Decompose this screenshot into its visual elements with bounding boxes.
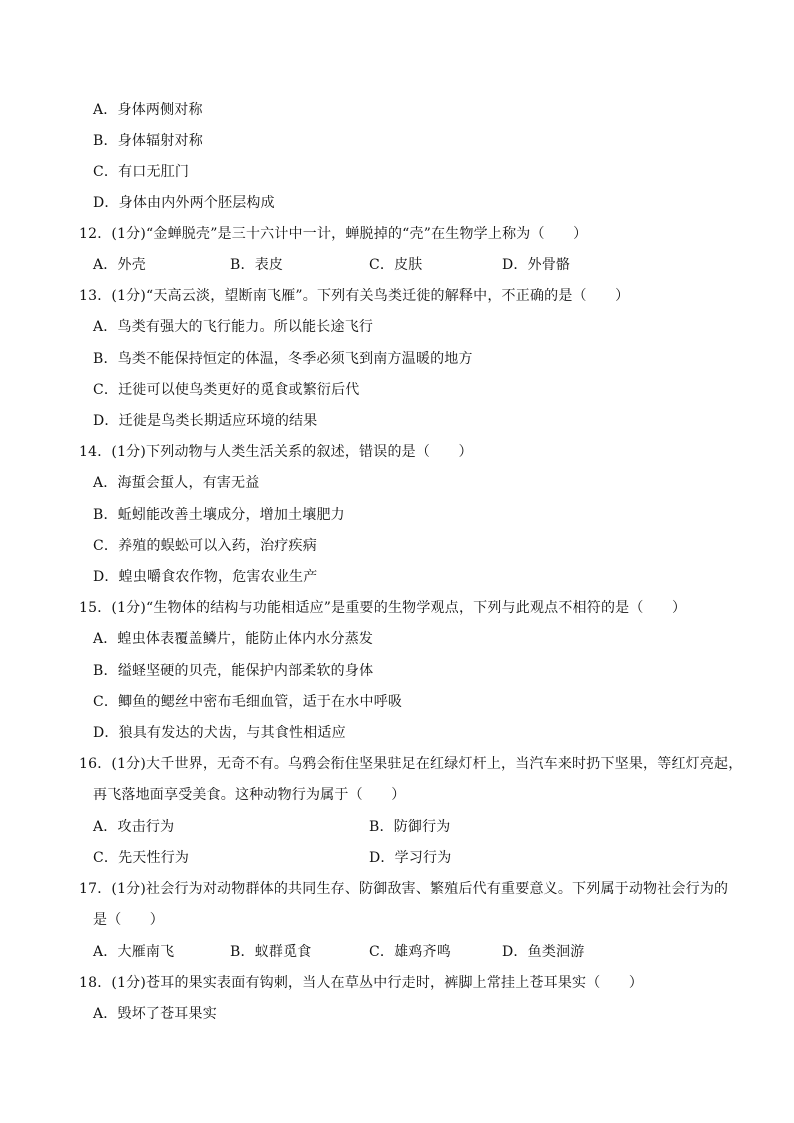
q12-option-a: A．外壳 xyxy=(93,257,146,273)
q17-stem-line1: 17．(1分)社会行为对动物群体的共同生存、防御敌害、繁殖后代有重要意义。下列属于动物社会行为的 xyxy=(79,881,729,897)
q15-option-b: B．缢蛏坚硬的贝壳，能保护内部柔软的身体 xyxy=(93,663,374,679)
q16-stem-line2: 再飞落地面享受美食。这种动物行为属于（ ） xyxy=(93,787,406,803)
q16-option-b: B．防御行为 xyxy=(369,819,451,835)
q18-stem: 18．(1分)苍耳的果实表面有钩刺，当人在草丛中行走时，裤脚上常挂上苍耳果实（ ） xyxy=(79,975,644,991)
q14-option-b: B．蚯蚓能改善土壤成分，增加土壤肥力 xyxy=(93,507,345,523)
q14-option-d: D．蝗虫嚼食农作物，危害农业生产 xyxy=(93,569,318,585)
q15-stem: 15．(1分)“生物体的结构与功能相适应”是重要的生物学观点，下列与此观点不相符的是（ ） xyxy=(79,600,687,616)
q13-option-c: C．迁徙可以使鸟类更好的觅食或繁衍后代 xyxy=(93,382,360,398)
q17-option-a: A．大雁南飞 xyxy=(93,944,175,960)
q11-option-d: D．身体由内外两个胚层构成 xyxy=(93,195,275,211)
q14-option-c: C．养殖的蜈蚣可以入药，治疗疾病 xyxy=(93,538,317,554)
q17-option-d: D．鱼类洄游 xyxy=(502,944,585,960)
q13-stem: 13．(1分)“天高云淡，望断南飞雁”。下列有关鸟类迁徙的解释中，不正确的是（ ） xyxy=(79,288,630,304)
q13-option-b: B．鸟类不能保持恒定的体温，冬季必须飞到南方温暖的地方 xyxy=(93,351,473,367)
q13-option-a: A．鸟类有强大的飞行能力。所以能长途飞行 xyxy=(93,319,374,335)
q12-option-c: C．皮肤 xyxy=(369,257,423,273)
q12-option-d: D．外骨骼 xyxy=(502,257,571,273)
q12-stem: 12．(1分)“金蝉脱壳”是三十六计中一计，蝉脱掉的“壳”在生物学上称为（ ） xyxy=(79,226,588,242)
q11-option-a: A．身体两侧对称 xyxy=(93,102,203,118)
q11-option-c: C．有口无肛门 xyxy=(93,164,190,180)
q17-stem-line2: 是（ ） xyxy=(93,912,164,928)
q17-option-c: C．雄鸡齐鸣 xyxy=(369,944,451,960)
q11-option-b: B．身体辐射对称 xyxy=(93,133,203,149)
q14-stem: 14．(1分)下列动物与人类生活关系的叙述，错误的是（ ） xyxy=(79,444,473,460)
q15-option-d: D．狼具有发达的犬齿，与其食性相适应 xyxy=(93,725,346,741)
q17-option-b: B．蚁群觅食 xyxy=(230,944,312,960)
q15-option-a: A．蝗虫体表覆盖鳞片，能防止体内水分蒸发 xyxy=(93,631,374,647)
q16-stem-line1: 16．(1分)大千世界，无奇不有。乌鸦会衔住坚果驻足在红绿灯杆上，当汽车来时扔下坚果，等红灯亮起， xyxy=(79,756,743,772)
q13-option-d: D．迁徙是鸟类长期适应环境的结果 xyxy=(93,413,318,429)
q12-option-b: B．表皮 xyxy=(230,257,284,273)
q14-option-a: A．海蜇会蜇人，有害无益 xyxy=(93,475,260,491)
q16-option-d: D．学习行为 xyxy=(369,850,452,866)
q15-option-c: C．鲫鱼的鳃丝中密布毛细血管，适于在水中呼吸 xyxy=(93,694,403,710)
q18-option-a: A．毁坏了苍耳果实 xyxy=(93,1006,217,1022)
q16-option-c: C．先天性行为 xyxy=(93,850,190,866)
q16-option-a: A．攻击行为 xyxy=(93,819,175,835)
